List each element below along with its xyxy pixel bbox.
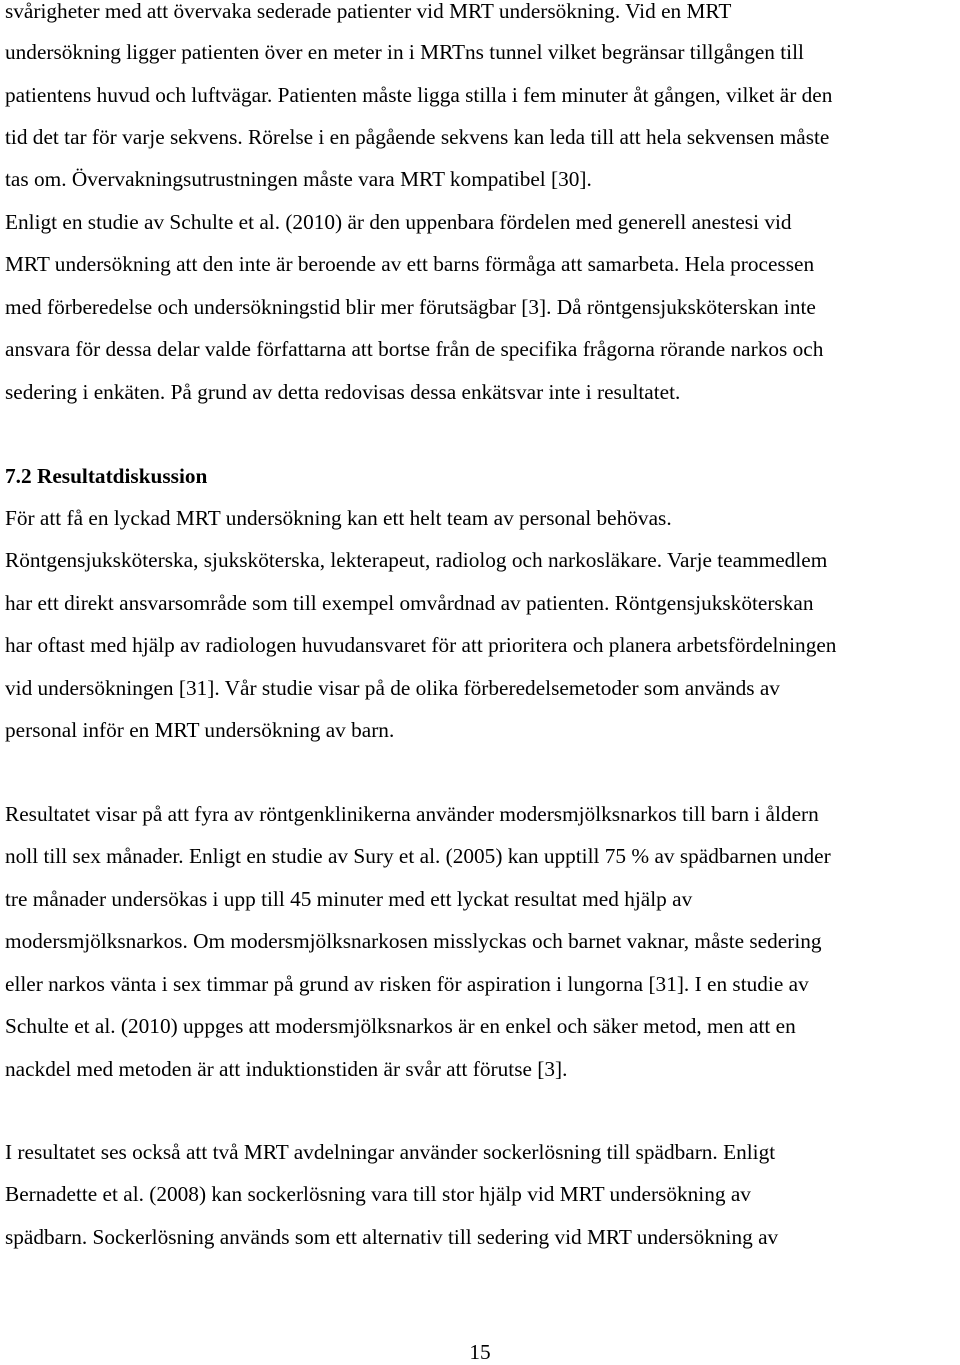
page-number: 15 xyxy=(469,1340,491,1364)
paragraph-line: ansvara för dessa delar valde författarna att bortse från de specifika frågorna rörande narkos och xyxy=(5,337,824,361)
paragraph-line: Schulte et al. (2010) uppges att modersmjölksnarkos är en enkel och säker metod, men att en xyxy=(5,1014,796,1038)
paragraph-line: har ett direkt ansvarsområde som till exempel omvårdnad av patienten. Röntgensjuksköterskan xyxy=(5,591,814,615)
paragraph-line: spädbarn. Sockerlösning används som ett alternativ till sedering vid MRT undersökning av xyxy=(5,1225,779,1249)
paragraph-line: Röntgensjuksköterska, sjuksköterska, lekterapeut, radiolog och narkosläkare. Varje teammedlem xyxy=(5,548,828,572)
paragraph-line: tid det tar för varje sekvens. Rörelse i en pågående sekvens kan leda till att hela sekvensen måste xyxy=(5,125,830,149)
paragraph-line: personal inför en MRT undersökning av barn. xyxy=(5,718,395,742)
paragraph-line: tre månader undersökas i upp till 45 minuter med ett lyckat resultat med hjälp av xyxy=(5,887,693,911)
paragraph-line: Resultatet visar på att fyra av röntgenklinikerna använder modersmjölksnarkos till barn i åldern xyxy=(5,802,819,826)
paragraph-line: I resultatet ses också att två MRT avdelningar använder sockerlösning till spädbarn. Enligt xyxy=(5,1140,776,1164)
paragraph-line: Enligt en studie av Schulte et al. (2010) är den uppenbara fördelen med generell anestesi vid xyxy=(5,210,792,234)
paragraph-line: sedering i enkäten. På grund av detta redovisas dessa enkätsvar inte i resultatet. xyxy=(5,380,681,404)
paragraph-line: modersmjölksnarkos. Om modersmjölksnarkosen misslyckas och barnet vaknar, måste sedering xyxy=(5,929,822,953)
section-heading: 7.2 Resultatdiskussion xyxy=(5,464,208,488)
paragraph-line: med förberedelse och undersökningstid blir mer förutsägbar [3]. Då röntgensjuksköterskan inte xyxy=(5,295,816,319)
paragraph-line: patientens huvud och luftvägar. Patienten måste ligga stilla i fem minuter åt gången, vilket är den xyxy=(5,83,833,107)
paragraph-line: tas om. Övervakningsutrustningen måste vara MRT kompatibel [30]. xyxy=(5,167,592,191)
paragraph-line: undersökning ligger patienten över en meter in i MRTns tunnel vilket begränsar tillgången till xyxy=(5,40,804,64)
paragraph-line: För att få en lyckad MRT undersökning kan ett helt team av personal behövas. xyxy=(5,506,672,530)
paragraph-line: vid undersökningen [31]. Vår studie visar på de olika förberedelsemetoder som används av xyxy=(5,676,780,700)
paragraph-line: har oftast med hjälp av radiologen huvudansvaret för att prioritera och planera arbetsfördelningen xyxy=(5,633,837,657)
paragraph-line: Bernadette et al. (2008) kan sockerlösning vara till stor hjälp vid MRT undersökning av xyxy=(5,1182,751,1206)
paragraph-line: eller narkos vänta i sex timmar på grund av risken för aspiration i lungorna [31]. I en studie av xyxy=(5,972,809,996)
paragraph-line: nackdel med metoden är att induktionstiden är svår att förutse [3]. xyxy=(5,1057,568,1081)
paragraph-line: noll till sex månader. Enligt en studie av Sury et al. (2005) kan upptill 75 % av spädbarnen under xyxy=(5,844,831,868)
paragraph-line: MRT undersökning att den inte är beroende av ett barns förmåga att samarbeta. Hela processen xyxy=(5,252,815,276)
paragraph-line: svårigheter med att övervaka sederade patienter vid MRT undersökning. Vid en MRT xyxy=(5,0,732,23)
